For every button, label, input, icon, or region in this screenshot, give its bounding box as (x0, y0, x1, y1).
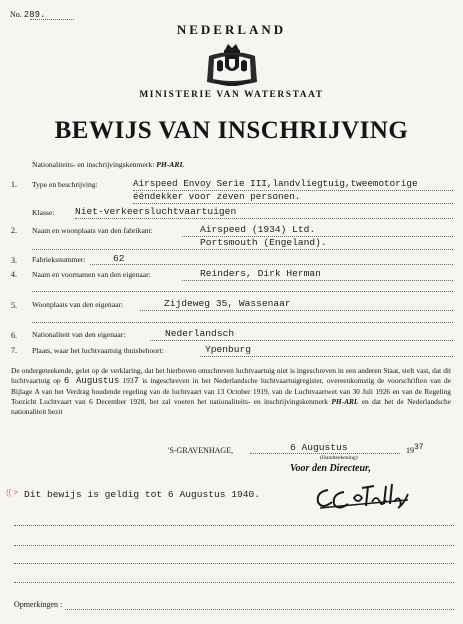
number-dotline (30, 19, 74, 20)
declaration-date: 6 Augustus (63, 376, 120, 387)
blank-dotline-1 (14, 525, 454, 526)
field-1-value-line2: ééndekker voor zeven personen. (133, 191, 301, 202)
place-label: 'S-GRAVENHAGE, (168, 446, 234, 455)
field-4-value: Reinders, Dirk Herman (200, 268, 321, 279)
ministry-title: MINISTERIE VAN WATERSTAAT (139, 90, 324, 100)
field-4-label: Naam en voornamen van den eigenaar: (32, 270, 151, 279)
field-5-dotline (140, 310, 453, 311)
field-2-dotline-2 (32, 249, 453, 250)
field-3-dotline (90, 264, 453, 265)
field-6-dotline (150, 340, 453, 341)
signature-year-prefix: 19 (406, 446, 414, 455)
declaration-paragraph (11, 366, 451, 417)
field-1-label: Type en beschrijving: (32, 180, 98, 189)
declaration-year-digit: 7 (133, 376, 139, 387)
field-4-dotline-2 (32, 291, 453, 292)
field-2-label: Naam en woonplaats van den fabrikant: (32, 226, 153, 235)
field-2-value-line2: Portsmouth (Engeland). (200, 237, 327, 248)
field-1-dotline-2 (133, 203, 453, 204)
signature-year-digit: 37 (414, 443, 424, 452)
field-5-dotline-2 (32, 322, 453, 323)
field-7-value: Ypenburg (205, 344, 252, 355)
handwritten-signature (310, 474, 420, 514)
field-2-number: 2. (11, 226, 17, 235)
declaration-part2: is ingeschreven in het Nederlandsche luchtvaartuigregister, overeenkomstig de voorschriften van de Bijlage A van het Verdrag houdende regeling van de luchtvaart van 13 October 1919, van de Luchtvaartwet van 30 Juli 1926 en van de Regeling Toezicht Luchtvaart van 6 December 1928, bet zal voeren het nationaliteits- en inschrijvingskenmerk (11, 376, 451, 406)
registration-mark-value: PH-ARL (156, 160, 185, 169)
klasse-dotline (75, 218, 453, 219)
voor-den-directeur: Voor den Directeur, (290, 463, 371, 474)
validity-text: Dit bewijs is geldig tot 6 Augustus 1940. (24, 489, 261, 500)
field-1-number: 1. (11, 180, 17, 189)
registration-mark-line (32, 160, 184, 169)
coat-of-arms-icon (205, 42, 259, 88)
field-7-label: Plaats, waar het luchtvaartuig thuisbehoort: (32, 346, 164, 355)
field-6-value: Nederlandsch (165, 328, 235, 339)
blank-dotline-2 (14, 545, 454, 546)
red-mark-icon: (( > (6, 488, 19, 497)
signature-year (406, 443, 424, 456)
declaration-part3: en dat het de Nederlandsche nationaliteit bezit (11, 396, 451, 417)
klasse-value: Niet-verkeersluchtvaartuigen (75, 206, 237, 217)
signature-date-dotline (250, 453, 400, 454)
number-value: 289. (23, 10, 46, 20)
declaration-year-prefix: 193 (122, 376, 134, 386)
number-label: No. (10, 10, 22, 19)
field-2-value-line1: Airspeed (1934) Ltd. (200, 224, 316, 235)
blank-dotline-3 (14, 563, 454, 564)
field-3-number: 3. (11, 256, 17, 265)
country-title: NEDERLAND (176, 22, 287, 37)
blank-dotline-4 (14, 582, 454, 583)
remarks-label: Opmerkingen : (14, 600, 63, 609)
field-7-dotline (200, 356, 453, 357)
field-4-number: 4. (11, 270, 17, 279)
document-title: BEWIJS VAN INSCHRIJVING (54, 117, 409, 144)
field-4-dotline (182, 280, 453, 281)
field-7-number: 7. (11, 346, 17, 355)
remarks-dotline (65, 609, 454, 610)
field-6-label: Nationaliteit van den eigenaar: (32, 330, 126, 339)
field-3-value: 62 (113, 253, 125, 264)
handteekening-label: (Handteekening) (320, 455, 358, 461)
field-5-value: Zijdeweg 35, Wassenaar (164, 298, 291, 309)
field-5-label: Woonplaats van den eigenaar: (32, 300, 124, 309)
field-5-number: 5. (11, 301, 17, 310)
registration-mark-label: Nationaliteits- en inschrijvingskenmerk: (32, 160, 155, 169)
field-1-value-line1: Airspeed Envoy Serie III,landvliegtuig,tweemotorige (133, 178, 418, 189)
declaration-mark: PH-ARL (331, 396, 359, 406)
field-3-label: Fabrieksnummer: (32, 255, 86, 264)
signature-date: 6 Augustus (290, 442, 348, 453)
klasse-label: Klasse: (32, 208, 55, 217)
field-6-number: 6. (11, 331, 17, 340)
declaration-part1: De ondergeteekende, gelet op de verklaring, dat het hierboven omschreven luchtvaartuig niet is ingeschreven in een anderen Staat, stelt vast, dat dit luchtvaartuig op (11, 366, 451, 386)
